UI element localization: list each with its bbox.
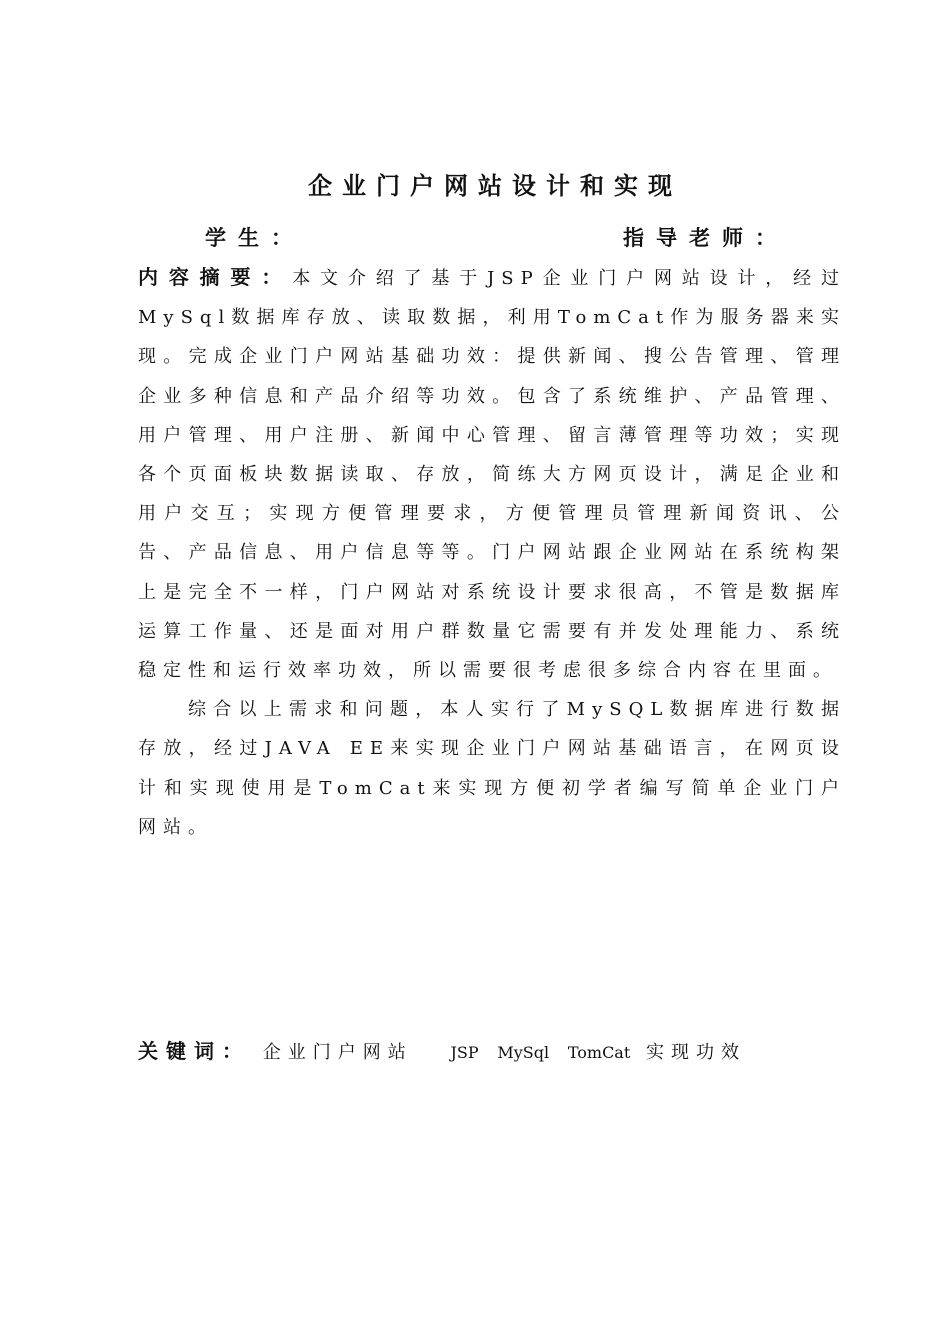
abstract-paragraph-1 xyxy=(138,258,846,690)
abstract-text-1: 本文介绍了基于JSP企业门户网站设计，经过MySql数据库存放、读取数据，利用TomCat作为服务器来实现。完成企业门户网站基础功效：提供新闻、搜公告管理、管理企业多种信息和产品介绍等功效。包含了系统维护、产品管理、用户管理、用户注册、新闻中心管理、留言薄管理等功效；实现各个页面板块数据读取、存放，简练大方网页设计，满足企业和用户交互；实现方便管理要求，方便管理员管理新闻资讯、公告、产品信息、用户信息等等。门户网站跟企业网站在系统构架上是完全不一样，门户网站对系统设计要求很高，不管是数据库运算工作量、还是面对用户群数量它需要有并发处理能力、系统稳定性和运行效率功效，所以需要很考虑很多综合内容在里面。 xyxy=(138,268,846,682)
advisor-label: 指导老师： xyxy=(623,226,788,250)
keyword-item: MySql xyxy=(497,1043,550,1062)
student-label: 学生： xyxy=(205,226,304,250)
keyword-item: 实现功效 xyxy=(646,1042,747,1063)
keywords-line xyxy=(138,1032,898,1072)
abstract-section xyxy=(138,258,846,847)
page-title: 企业门户网站设计和实现 xyxy=(308,172,682,200)
keyword-item: 企业门户网站 xyxy=(262,1042,413,1063)
keywords-label: 关键词： xyxy=(138,1039,250,1063)
keyword-item: TomCat xyxy=(567,1043,631,1062)
abstract-label: 内容摘要： xyxy=(138,265,293,289)
keyword-item: JSP xyxy=(450,1043,479,1062)
abstract-paragraph-2: 综合以上需求和问题，本人实行了MySQL数据库进行数据存放，经过JAVA EE来实现企业门户网站基础语言，在网页设计和实现使用是TomCat来实现方便初学者编写简单企业门户网站。 xyxy=(138,699,846,838)
